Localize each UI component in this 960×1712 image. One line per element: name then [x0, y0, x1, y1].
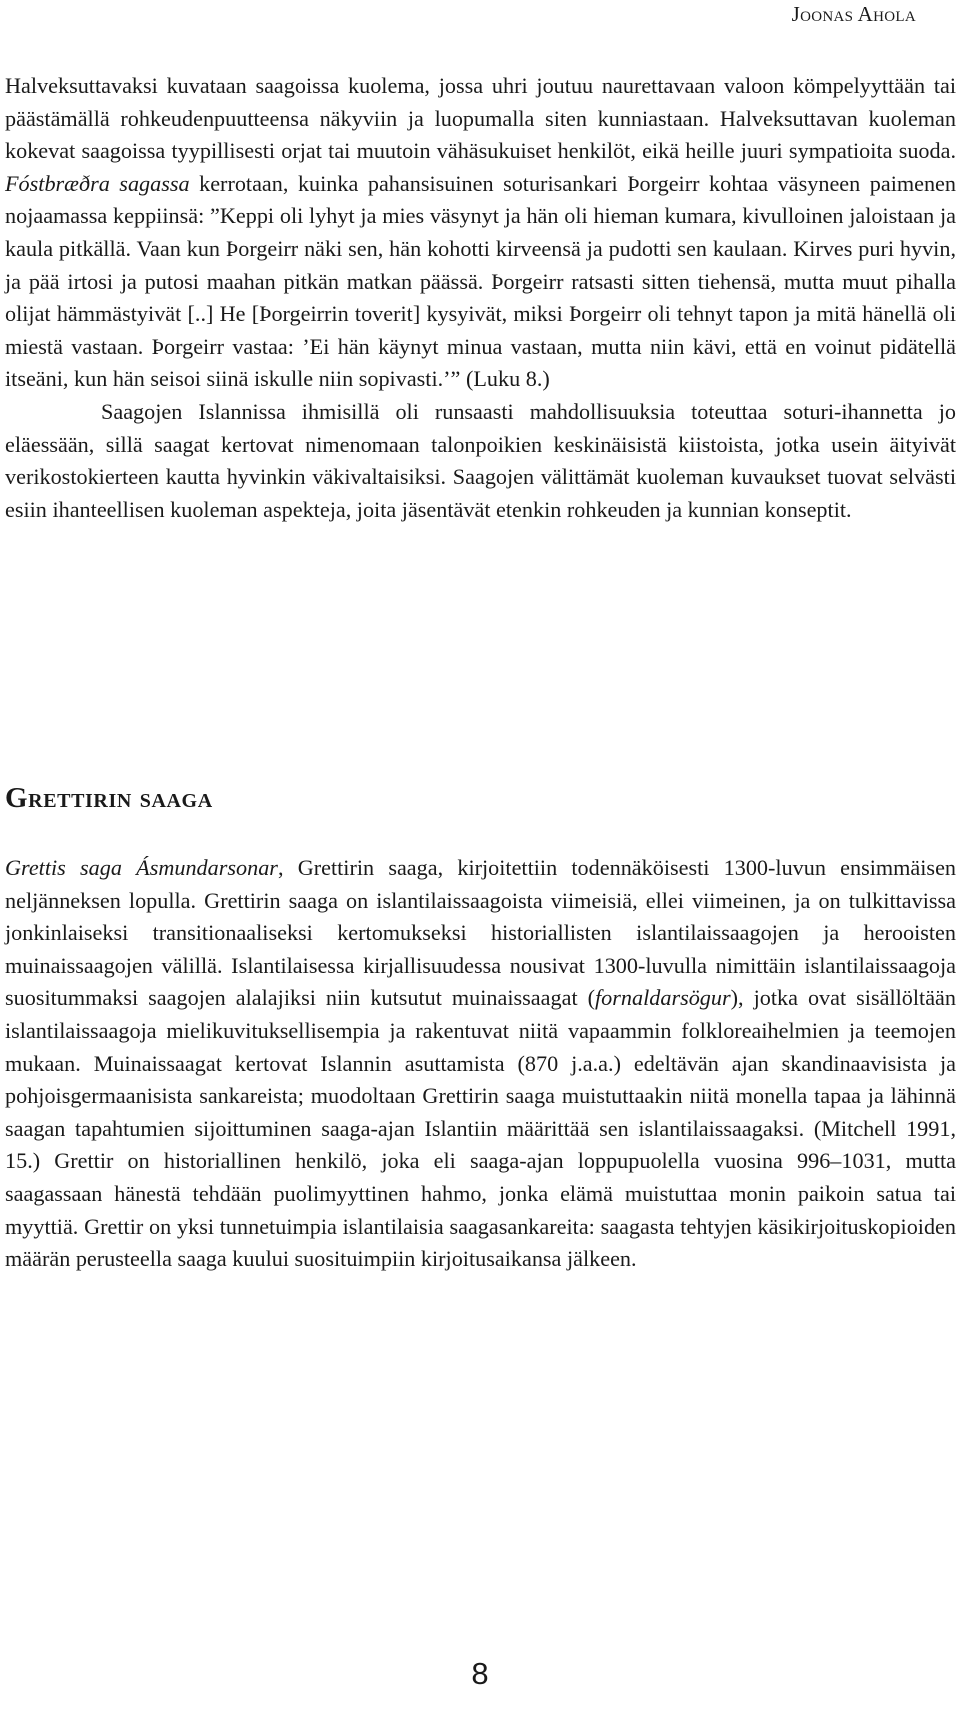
paragraph-3-text-b: ), jotka ovat sisällöltään islantilaissaagoja mielikuvituksellisempia ja rakentuvat niitä vapaammin folkloreaihelmien ja teemojen mukaan. Muinaissaagat kertovat Islannin asuttamista (870 j.a.a.) edeltävän ajan skandinaavisista ja pohjoisgermaanisista sankareista; muodoltaan Grettirin saaga muistuttaakin niitä monella tapaa ja lähinnä saagan tapahtumien sijoittuminen saaga-ajan Islantiin määrittää sen islantilaissaagaksi. (Mitchell 1991, 15.) Grettir on historiallinen henkilö, joka eli saaga-ajan loppupuolella vuosina 996–1031, mutta saagassaan hänestä tehdään puolimyyttinen hahmo, jonka elämä muistuttaa monin paikoin satua tai myyttiä. Grettir on yksi tunnetuimpia islantilaisia saagasankareita: saagasta tehtyjen käsikirjoituskopioiden määrän perusteella saaga kuului suosituimpiin kirjoitusaikansa jälkeen.	[5, 985, 956, 1272]
saga-title-fostbraedra: Fóstbræðra sagassa	[5, 170, 190, 196]
section-heading: Grettirin saaga	[5, 782, 213, 814]
section-body-1	[5, 70, 956, 526]
paragraph-1-text-b: kerrotaan, kuinka pahansisuinen soturisankari Þorgeirr kohtaa väsyneen paimenen nojaamassa keppiinsä: ”Keppi oli lyhyt ja mies väsynyt ja hän oli hieman kumara, kivulloinen jaloistaan ja kaula pitkällä. Vaan kun Þorgeirr näki sen, hän kohotti kirveensä ja pudotti sen kaulaan. Kirves puri hyvin, ja pää irtosi ja putosi maahan pitkän matkan päässä. Þorgeirr ratsasti sitten tiehensä, mutta muut pihalla olijat hämmästyivät [..] He [Þorgeirrin toverit] kysyivät, miksi Þorgeirr oli tehnyt tapon ja mitä hänellä oli miestä vastaan. Þorgeirr vastaa: ’Ei hän käynyt minua vastaan, mutta niin kävi, että en voinut pidätellä itseäni, kun hän seisoi siinä iskulle niin sopivasti.’” (Luku 8.)	[5, 170, 956, 392]
paragraph-3-text-a: , Grettirin saaga, kirjoitettiin todennäköisesti 1300-luvun ensimmäisen neljänneksen lopulla. Grettirin saaga on islantilaissaagoista viimeisiä, ellei viimeinen, ja on tulkittavissa jonkinlaiseksi transitionaaliseksi kertomukseksi historiallisten islantilaissaagojen ja herooisten muinaissaagojen välillä. Islantilaisessa kirjallisuudessa nousivat 1300-luvulla nimittäin islantilaissaagoja suositummaksi saagojen alalajiksi niin kutsutut muinaissaagat (	[5, 855, 957, 1011]
running-header: Joonas Ahola	[791, 2, 916, 26]
paragraph-1-text-a: Halveksuttavaksi kuvataan saagoissa kuolema, jossa uhri joutuu naurettavaan valoon kömpelyyttään tai päästämällä rohkeudenpuutteensa näkyviin ja luopumalla siten kunniastaan. Halveksuttavan kuoleman kokevat saagoissa tyypillisesti orjat tai muutoin vähäsukuiset henkilöt, eikä heille juuri sympatioita suoda.	[5, 73, 956, 164]
paragraph-1	[5, 70, 956, 396]
page-number: 8	[471, 1656, 489, 1691]
saga-title-grettis: Grettis saga Ásmundarsonar	[5, 855, 278, 880]
term-fornaldarsogur: fornaldarsögur	[595, 985, 731, 1011]
paragraph-2: Saagojen Islannissa ihmisillä oli runsaasti mahdollisuuksia toteuttaa soturi-ihannetta jo eläessään, sillä saagat kertovat nimenomaan talonpoikien keskinäisistä kiistoista, jotka usein äityivät verikostokierteen kautta hyvinkin väkivaltaisiksi. Saagojen välittämät kuoleman kuvaukset tuovat selvästi esiin ihanteellisen kuoleman aspekteja, joita jäsentävät etenkin rohkeuden ja kunnian konseptit.	[5, 398, 956, 522]
paragraph-3	[5, 852, 956, 1276]
section-body-2	[5, 852, 956, 1276]
